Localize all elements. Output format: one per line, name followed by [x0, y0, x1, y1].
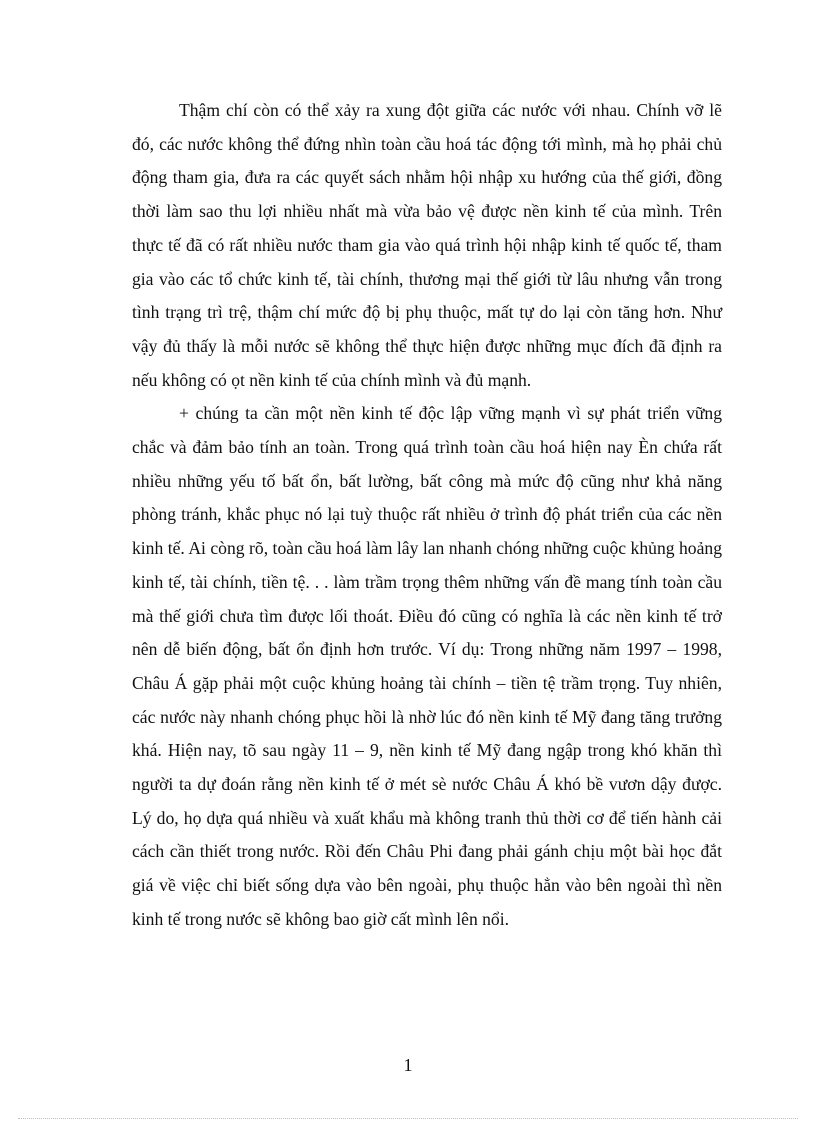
page-bottom-border [18, 1118, 798, 1119]
page-number: 1 [403, 1055, 413, 1075]
body-text [132, 94, 722, 937]
paragraph-1: Thậm chí còn có thể xảy ra xung đột giữa các nước với nhau. Chính vỡ lẽ đó, các nước không thể đứng nhìn toàn cầu hoá tác động tới mình, mà họ phải chủ động tham gia, đưa ra các quyết sách nhằm hội nhập xu hướng của thế giới, đồng thời làm sao thu lợi nhiều nhất mà vừa bảo vệ được nền kinh tế của mình. Trên thực tế đã có rất nhiều nước tham gia vào quá trình hội nhập kinh tế quốc tế, tham gia vào các tổ chức kinh tế, tài chính, thương mại thế giới từ lâu nhưng vẫn trong tình trạng trì trệ, thậm chí mức độ bị phụ thuộc, mất tự do lại còn tăng hơn. Như vậy đủ thấy là mỗi nước sẽ không thể thực hiện được những mục đích đã định ra nếu không có ọt nền kinh tế của chính mình và đủ mạnh. [132, 100, 722, 390]
paragraph-2: + chúng ta cần một nền kinh tế độc lập vững mạnh vì sự phát triển vững chắc và đảm bảo tính an toàn. Trong quá trình toàn cầu hoá hiện nay Èn chứa rất nhiều những yếu tố bất ổn, bất lường, bất công mà mức độ cũng như khả năng phòng tránh, khắc phục nó lại tuỳ thuộc rất nhiều ở trình độ phát triển của các nền kinh tế. Ai còng rõ, toàn cầu hoá làm lây lan nhanh chóng những cuộc khủng hoảng kinh tế, tài chính, tiền tệ. . . làm trầm trọng thêm những vấn đề mang tính toàn cầu mà thế giới chưa tìm được lối thoát. Điều đó cũng có nghĩa là các nền kinh tế trở nên dễ biến động, bất ổn định hơn trước. Ví dụ: Trong những năm 1997 – 1998, Châu Á gặp phải một cuộc khủng hoảng tài chính – tiền tệ trầm trọng. Tuy nhiên, các nước này nhanh chóng phục hồi là nhờ lúc đó nền kinh tế Mỹ đang tăng trưởng khá. Hiện nay, tõ sau ngày 11 – 9, nền kinh tế Mỹ đang ngập trong khó khăn thì người ta dự đoán rằng nền kinh tế ở mét sè nước Châu Á khó bề vươn dậy được. Lý do, họ dựa quá nhiều và xuất khẩu mà không tranh thủ thời cơ để tiến hành cải cách cần thiết trong nước. Rồi đến Châu Phi đang phải gánh chịu một bài học đắt giá về việc chỉ biết sống dựa vào bên ngoài, phụ thuộc hẳn vào bên ngoài thì nền kinh tế trong nước sẽ không bao giờ cất mình lên nổi. [132, 403, 722, 929]
